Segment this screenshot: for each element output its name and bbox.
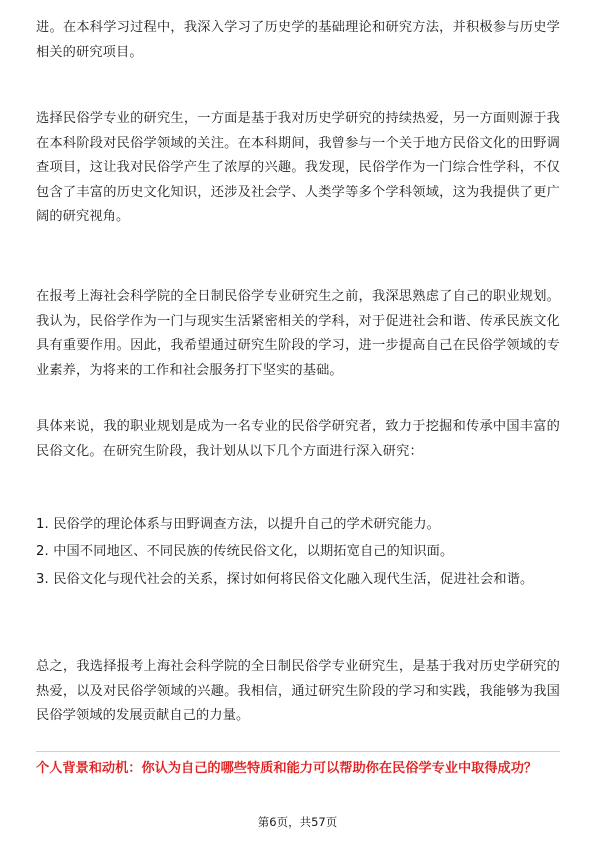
paragraph-intro-continuation: 进。在本科学习过程中，我深入学习了历史学的基础理论和研究方法，并积极参与历史学相关的研究项目。 bbox=[36, 20, 560, 60]
page-number-footer: 第6页，共57页 bbox=[257, 815, 338, 829]
paragraph-conclusion: 总之，我选择报考上海社会科学院的全日制民俗学专业研究生，是基于我对历史学研究的热爱，以及对民俗学领域的兴趣。我相信，通过研究生阶段的学习和实践，我能够为我国民俗学领域的发展贡献自己的力量。 bbox=[36, 659, 560, 723]
list-item-research-3: 3. 民俗文化与现代社会的关系，探讨如何将民俗文化融入现代生活，促进社会和谐。 bbox=[36, 572, 534, 587]
section-divider bbox=[36, 751, 560, 752]
list-item-research-2: 2. 中国不同地区、不同民族的传统民俗文化，以期拓宽自己的知识面。 bbox=[36, 544, 454, 559]
interview-question: 个人背景和动机：你认为自己的哪些特质和能力可以帮助你在民俗学专业中取得成功？ bbox=[36, 761, 538, 776]
paragraph-research-plan-intro: 具体来说，我的职业规划是成为一名专业的民俗学研究者，致力于挖掘和传承中国丰富的民俗文化。在研究生阶段，我计划从以下几个方面进行深入研究： bbox=[36, 419, 560, 459]
paragraph-reason-for-major: 选择民俗学专业的研究生，一方面是基于我对历史学研究的持续热爱，另一方面则源于我在本科阶段对民俗学领域的关注。在本科期间，我曾参与一个关于地方民俗文化的田野调查项目，这让我对民俗学产生了浓厚的兴趣。我发现，民俗学作为一门综合性学科，不仅包含了丰富的历史文化知识，还涉及社会学、人类学等多个学科领域，这为我提供了更广阔的研究视角。 bbox=[36, 111, 560, 224]
list-item-research-1: 1. 民俗学的理论体系与田野调查方法，以提升自己的学术研究能力。 bbox=[36, 517, 441, 532]
paragraph-career-planning: 在报考上海社会科学院的全日制民俗学专业研究生之前，我深思熟虑了自己的职业规划。我认为，民俗学作为一门与现实生活紧密相关的学科，对于促进社会和谐、传承民族文化具有重要作用。因此，我希望通过研究生阶段的学习，进一步提高自己在民俗学领域的专业素养，为将来的工作和社会服务打下坚实的基础。 bbox=[36, 289, 560, 378]
